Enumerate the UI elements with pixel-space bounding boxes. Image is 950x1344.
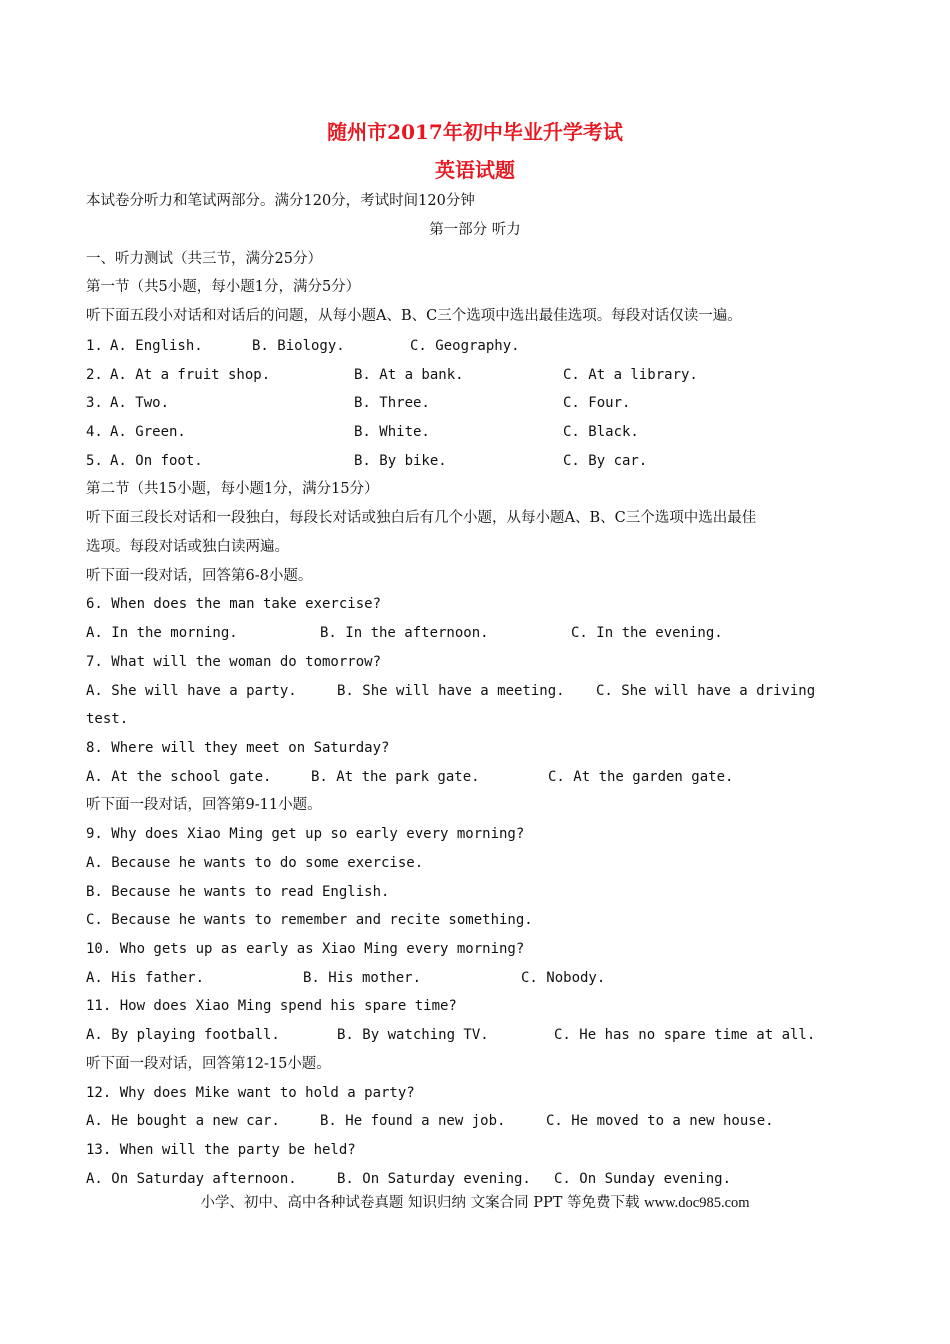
dialogue-3-heading: 听下面一段对话，回答第12-15小题。 xyxy=(86,1056,331,1072)
question-13-stem: 13. When will the party be held? xyxy=(86,1142,356,1158)
question-3 xyxy=(86,393,631,413)
option-c: C. Black. xyxy=(563,424,639,440)
sec2-instruction-cont: 选项。每段对话或独白读两遍。 xyxy=(86,539,289,555)
question-7-options xyxy=(86,681,816,701)
option-c: C. Nobody. xyxy=(521,970,606,986)
part-heading: 第一部分 听力 xyxy=(429,222,521,238)
question-number: 5. xyxy=(86,453,103,469)
question-11-options xyxy=(86,1025,816,1045)
option-b: B. At the park gate. xyxy=(311,769,480,785)
option-a: A. Green. xyxy=(110,424,186,440)
question-number: 2. xyxy=(86,367,103,383)
option-b: B. In the afternoon. xyxy=(320,625,489,641)
option-a: A. At a fruit shop. xyxy=(110,367,271,383)
question-number: 3. xyxy=(86,395,103,411)
option-b: B. She will have a meeting. xyxy=(337,683,565,699)
section-heading: 一、听力测试（共三节，满分25分） xyxy=(86,251,322,267)
question-7-option-c-cont: test. xyxy=(86,711,129,727)
option-b: B. Biology. xyxy=(252,338,345,354)
question-13-options xyxy=(86,1169,732,1189)
question-9-option-c: C. Because he wants to remember and recite something. xyxy=(86,912,533,928)
question-9-stem: 9. Why does Xiao Ming get up so early every morning? xyxy=(86,826,525,842)
question-11-stem: 11. How does Xiao Ming spend his spare time? xyxy=(86,998,457,1014)
question-number: 1. xyxy=(86,338,103,354)
option-b: B. By watching TV. xyxy=(337,1027,489,1043)
option-c: C. Four. xyxy=(563,395,631,411)
option-b: B. At a bank. xyxy=(354,367,464,383)
option-a: A. Two. xyxy=(110,395,170,411)
question-10-stem: 10. Who gets up as early as Xiao Ming every morning? xyxy=(86,941,525,957)
question-6-options xyxy=(86,623,723,643)
dialogue-1-heading: 听下面一段对话，回答第6-8小题。 xyxy=(86,568,313,584)
sec2-instruction: 听下面三段长对话和一段独白，每段长对话或独白后有几个小题，从每小题A、B、C三个选项中选出最佳 xyxy=(86,510,757,526)
option-c: C. He moved to a new house. xyxy=(546,1113,774,1129)
sec2-heading: 第二节（共15小题，每小题1分，满分15分） xyxy=(86,481,379,497)
page-title: 随州市2017年初中毕业升学考试 xyxy=(327,120,623,144)
option-b: B. White. xyxy=(354,424,430,440)
option-b: B. On Saturday evening. xyxy=(337,1171,531,1187)
sec1-instruction: 听下面五段小对话和对话后的问题，从每小题A、B、C三个选项中选出最佳选项。每段对话仅读一遍。 xyxy=(86,308,742,324)
question-12-stem: 12. Why does Mike want to hold a party? xyxy=(86,1085,415,1101)
question-8-stem: 8. Where will they meet on Saturday? xyxy=(86,740,390,756)
page-footer xyxy=(0,1191,950,1212)
option-c: C. In the evening. xyxy=(571,625,723,641)
question-9-option-b: B. Because he wants to read English. xyxy=(86,884,390,900)
page-subtitle: 英语试题 xyxy=(435,158,515,182)
option-c: C. Geography. xyxy=(410,338,520,354)
question-1 xyxy=(86,336,520,356)
question-12-options xyxy=(86,1111,774,1131)
exam-intro: 本试卷分听力和笔试两部分。满分120分，考试时间120分钟 xyxy=(86,193,475,209)
dialogue-2-heading: 听下面一段对话，回答第9-11小题。 xyxy=(86,797,322,813)
question-8-options xyxy=(86,767,734,787)
option-c: C. By car. xyxy=(563,453,648,469)
option-b: B. Three. xyxy=(354,395,430,411)
question-10-options xyxy=(86,968,606,988)
option-c: C. On Sunday evening. xyxy=(554,1171,732,1187)
option-a: A. His father. xyxy=(86,970,205,986)
option-a: A. In the morning. xyxy=(86,625,238,641)
question-number: 4. xyxy=(86,424,103,440)
option-a: A. On foot. xyxy=(110,453,203,469)
option-c: C. She will have a driving xyxy=(596,683,816,699)
option-b: B. His mother. xyxy=(303,970,422,986)
option-c: C. He has no spare time at all. xyxy=(554,1027,816,1043)
option-a: A. English. xyxy=(110,338,203,354)
question-4 xyxy=(86,422,639,442)
footer-text: 小学、初中、高中各种试卷真题 知识归纳 文案合同 PPT 等免费下载 xyxy=(200,1195,640,1211)
footer-link[interactable]: www.doc985.com xyxy=(644,1195,750,1211)
question-2 xyxy=(86,365,698,385)
question-7-stem: 7. What will the woman do tomorrow? xyxy=(86,654,382,670)
option-a: A. She will have a party. xyxy=(86,683,297,699)
question-6-stem: 6. When does the man take exercise? xyxy=(86,596,382,612)
option-a: A. On Saturday afternoon. xyxy=(86,1171,297,1187)
sec1-heading: 第一节（共5小题，每小题1分，满分5分） xyxy=(86,279,361,295)
option-b: B. He found a new job. xyxy=(320,1113,506,1129)
option-a: A. He bought a new car. xyxy=(86,1113,280,1129)
option-a: A. At the school gate. xyxy=(86,769,272,785)
option-c: C. At a library. xyxy=(563,367,698,383)
option-a: A. By playing football. xyxy=(86,1027,280,1043)
option-b: B. By bike. xyxy=(354,453,447,469)
question-9-option-a: A. Because he wants to do some exercise. xyxy=(86,855,424,871)
question-5 xyxy=(86,451,648,471)
option-c: C. At the garden gate. xyxy=(548,769,734,785)
